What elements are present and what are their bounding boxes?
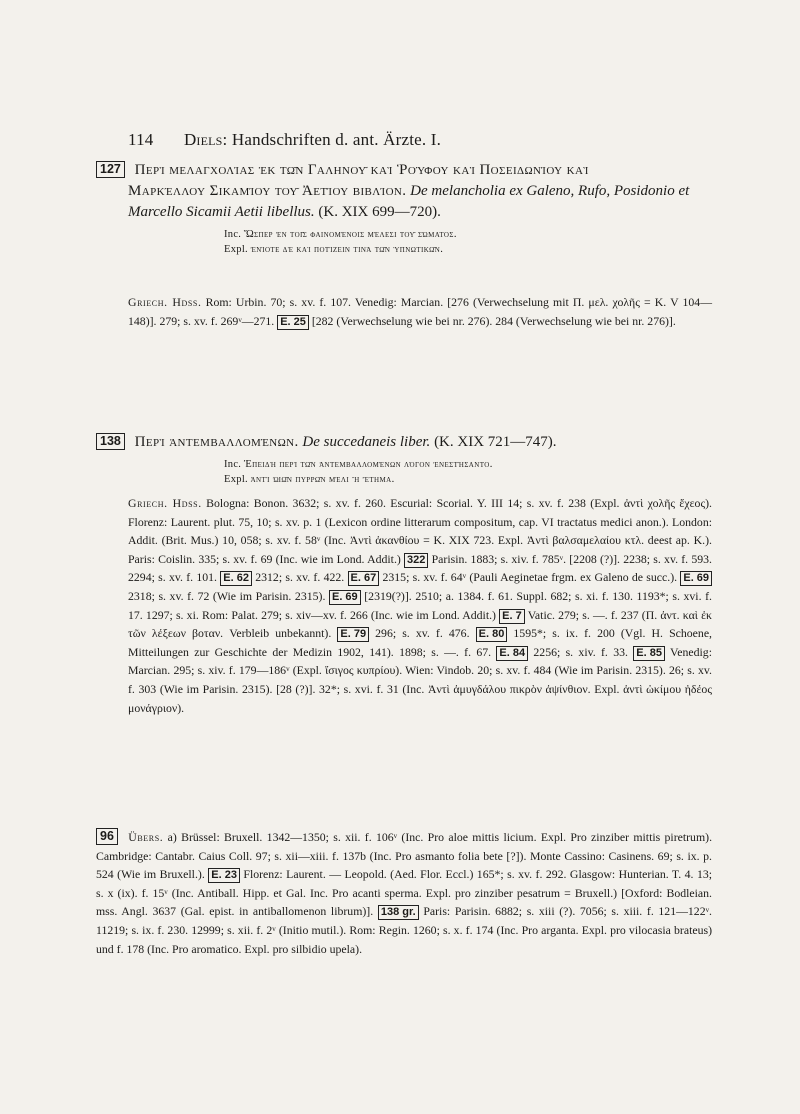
entry-title [96, 432, 710, 453]
header-title: Handschriften d. ant. Ärzte. I. [231, 130, 442, 149]
latin-title: De melancholia ex Galeno, [410, 183, 575, 199]
manuscripts-127: Griech. Hdss. Rom: Urbin. 70; s. xv. f. 107. Venedig: Marcian. [276 (Verwechselung mit Π. μελ. χολῆς = K. V 104—148)]. 279; s. xv. f. 269ᵛ—271. E. 25 [282 (Verwechselung wie bei nr. 276). 284 (Verwechselung wie bei nr. 276)]. [128, 295, 712, 328]
ref-box: 322 [404, 553, 428, 568]
ref-box: E. 69 [329, 590, 361, 605]
latin-title: De succedaneis liber. [302, 434, 431, 450]
greek-title-cont: Μαρκέλλου Σικαμίου τοῦ Ἀετίου βιβλίον. [128, 183, 407, 199]
author-name: Diels [183, 130, 223, 149]
ref-box: E. 62 [220, 571, 252, 586]
entry-title [96, 160, 710, 223]
entry-number-box: 127 [96, 161, 125, 178]
incipit: Inc. Ὥσπερ ἐν τοῖς φαινομένοις μέλεσι τοῦ σώματος. [224, 229, 457, 240]
ref-box: E. 80 [476, 627, 508, 642]
manuscripts-138: Griech. Hdss. Bologna: Bonon. 3632; s. xv. f. 260. Escurial: Scorial. Y. III 14; s. xv. f. 238 (Expl. ἀντὶ χολῆς ἔχεος). Florenz: Laurent. plut. 75, 10; s. xv. p. 1 (Lexicon ordine litterarum compositum, cap. VI tractatus medici anon.). London: Addit. (Brit. Mus.) 10, 058; s. xv. f. 58ᵛ (Inc. Ἀντὶ ἀκανθίου = K. XIX 723. Expl. Ἀντὶ βαλσαμελαίου κτλ. deest ap. K.). Paris: Coislin. 335; s. xv. f. 69 (Inc. wie im Lond. Addit.) 322 Parisin. 1883; s. xiv. f. 785ᵛ. [2208 (?)]. 2238; s. xv. f. 593. 2294; s. xv. f. 101. E. 62 2312; s. xv. f. 422. E. 67 2315; s. xv. f. 64ᵛ (Pauli Aeginetae frgm. ex Galeno de succ.). E. 69 2318; s. xv. f. 72 (Wie im Parisin. 2315). E. 69 [2319(?)]. 2510; a. 1384. f. 61. Suppl. 682; s. xi. f. 130. 1193*; s. xvi. f. 17. 1297; s. xi. Rom: Palat. 279; s. xiv—xv. f. 266 (Inc. wie im Lond. Addit.) E. 7 Vatic. 279; s. —. f. 237 (Π. ἀντ. καὶ ἐκ τῶν λέξεων βοταν. Verbleib unbekannt). E. 79 296; s. xv. f. 476. E. 80 1595*; s. ix. f. 200 (Vgl. H. Schoene, Mitteilungen zur Geschichte der Medizin 1902, 141). 1898; s. —. f. 67. E. 84 2256; s. xiv. f. 33. E. 85 Venedig: Marcian. 295; s. xiv. f. 179—186ᵛ (Expl. ἴσιγος κυπρίου). Wien: Vindob. 20; s. xv. f. 484 (Wie im Parisin. 2315). 26; s. xv. f. 303 (Wie im Parisin. 2315). [28 (?)]. 32*; s. xvi. f. 31 (Inc. Ἀντὶ ἀμυγδάλου πικρὸν ἀψίνθιον. Expl. ἀντὶ ὠκίμου ἡδέος μονάγριον). [128, 496, 713, 715]
ref-box: E. 69 [680, 571, 712, 586]
entry-96: 96 Übers. a) Brüssel: Bruxell. 1342—1350; s. xii. f. 106ᵛ (Inc. Pro aloe mittis licium. Expl. Pro zinziber mittis piretrum). Cambridge: Cantabr. Caius Coll. 97; s. xii—xiii. f. 137b (Inc. Pro asmanto folia bete [?]). Monte Cassino: Casinens. 69; s. ix. p. 524 (Wie im Bruxell.). E. 23 Florenz: Laurent. — Leopold. (Aed. Flor. Eccl.) 165*; s. xv. f. 292. Glasgow: Hunterian. T. 4. 13; s. x (ix). f. 15ᵛ (Inc. Antiball. Hipp. et Gal. Inc. Pro acanti sperma. Expl. pro zinziber pesatrum = Bruxell.) [Oxford: Bodleian. mss. Angl. 3637 (Gal. epist. in antiballomenon librum)]. 138 gr. Paris: Parisin. 6882; s. xiii (?). 7056; s. xiii. f. 121—122ᵛ. 11219; s. ix. f. 230. 12999; s. xii. f. 2ᵛ (Initio mutil.). Rom: Regin. 1260; s. x. f. 174 (Inc. Pro arganta. Expl. pro vilocasia brateus) und f. 178 (Inc. Pro aromatico. Expl. pro silbidio upela). [96, 829, 713, 956]
explicit: Expl. ἐνίοτε δὲ καὶ ποτίζειν τινὰ τῶν ὑπνωτικῶν. [224, 244, 444, 255]
explicit: Expl. ἀντὶ ᾠῶν πυρρῶν μέλι ἢ ἔτημα. [224, 474, 395, 485]
reference: (K. XIX 721—747). [434, 434, 557, 450]
entry-127 [96, 160, 710, 257]
greek-title: Περὶ μελαγχολίας ἐκ τῶν Γαληνοῦ καὶ Ῥούφου καὶ Ποσειδωνίου καὶ [134, 162, 589, 178]
reference: (K. XIX 699—720). [318, 204, 441, 220]
running-header: 114 Diels: Handschriften d. ant. Ärzte. I. [128, 130, 442, 149]
entry-number-box: 138 [96, 433, 125, 450]
entry-138 [96, 432, 710, 487]
page-number: 114 [128, 130, 154, 149]
entry-number-box: 96 [96, 828, 118, 845]
ref-box: E. 79 [337, 627, 369, 642]
ref-box: 138 gr. [378, 905, 419, 920]
ref-box: E. 25 [277, 315, 309, 330]
incipit: Inc. Ἐπειδὴ περὶ τῶν ἀντεμβαλλομένων λόγον ἐνεστήσαντο. [224, 459, 493, 470]
ref-box: E. 85 [633, 646, 665, 661]
latin-title-cont: Rufo, Posidonio et Marcello Sicamii Aetii libellus. [128, 183, 690, 220]
ref-box: E. 84 [496, 646, 528, 661]
ref-box: E. 7 [499, 609, 525, 624]
ref-box: E. 67 [348, 571, 380, 586]
ref-box: E. 23 [208, 868, 240, 883]
greek-title: Περὶ ἀντεμβαλλομένων. [134, 434, 299, 450]
